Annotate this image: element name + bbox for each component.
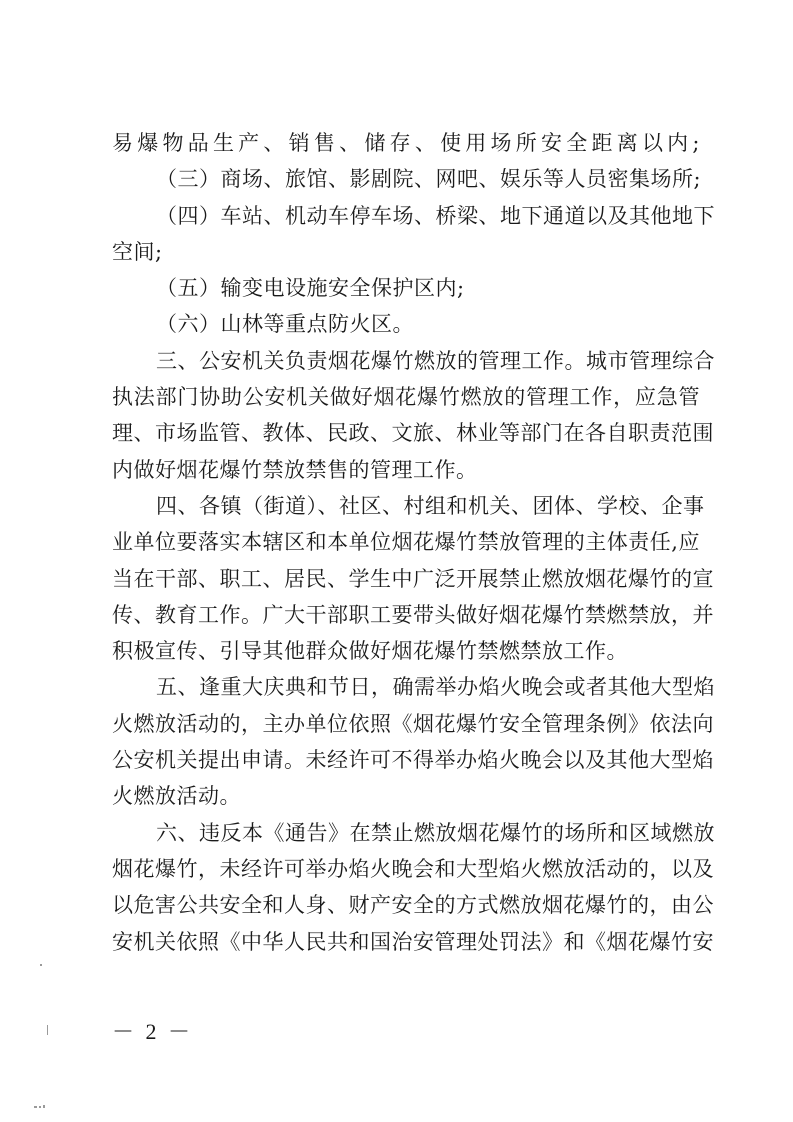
text-line: 积极宣传、引导其他群众做好烟花爆竹禁燃禁放工作。 <box>112 639 628 664</box>
text-line: （六）山林等重点防火区。 <box>156 312 414 337</box>
text-line: 公安机关提出申请。未经许可不得举办焰火晚会以及其他大型焰 <box>112 748 714 773</box>
text-line: （四）车站、机动车停车场、桥梁、地下通道以及其他地下 <box>156 203 715 228</box>
text-line: 火燃放活动的，主办单位依照《烟花爆竹安全管理条例》依法向 <box>112 711 714 736</box>
scan-artifact <box>39 1106 41 1108</box>
text-line: 易爆物品生产、销售、储存、使用场所安全距离以内; <box>112 131 700 155</box>
text-line: （三）商场、旅馆、影剧院、网吧、娱乐等人员密集场所; <box>156 167 702 192</box>
text-line: 当在干部、职工、居民、学生中广泛开展禁止燃放烟花爆竹的宣 <box>112 566 714 591</box>
text-line: 四、各镇（街道）、社区、村组和机关、团体、学校、企事 <box>156 493 705 518</box>
text-line: 三、公安机关负责烟花爆竹燃放的管理工作。城市管理综合 <box>156 348 715 373</box>
text-line: （五）输变电设施安全保护区内; <box>156 276 465 301</box>
scan-artifact <box>40 964 42 966</box>
text-line: 传、教育工作。广大干部职工要带头做好烟花爆竹禁燃禁放，并 <box>112 602 714 627</box>
text-line: 空间; <box>112 239 163 264</box>
text-line: 六、违反本《通告》在禁止燃放烟花爆竹的场所和区域燃放 <box>156 820 715 845</box>
body-text <box>112 125 715 960</box>
scan-artifact <box>43 1105 45 1108</box>
text-line: 理、市场监管、教体、民政、文旅、林业等部门在各自职责范围 <box>112 421 714 446</box>
page-number: － 2 － <box>112 1019 194 1044</box>
text-line: 烟花爆竹，未经许可举办焰火晚会和大型焰火燃放活动的，以及 <box>112 856 714 881</box>
text-line: 火燃放活动。 <box>112 784 241 809</box>
text-line: 以危害公共安全和人身、财产安全的方式燃放烟花爆竹的，由公 <box>112 893 714 918</box>
text-line: 内做好烟花爆竹禁放禁售的管理工作。 <box>112 457 478 482</box>
text-line: 业单位要落实本辖区和本单位烟花爆竹禁放管理的主体责任,应 <box>112 530 700 555</box>
text-line: 五、逢重大庆典和节日，确需举办焰火晚会或者其他大型焰 <box>156 675 715 700</box>
scan-artifact <box>34 1106 37 1108</box>
text-line: 安机关依照《中华人民共和国治安管理处罚法》和《烟花爆竹安 <box>112 929 714 954</box>
scan-artifact <box>47 1025 48 1035</box>
text-line: 执法部门协助公安机关做好烟花爆竹燃放的管理工作，应急管 <box>112 385 700 410</box>
